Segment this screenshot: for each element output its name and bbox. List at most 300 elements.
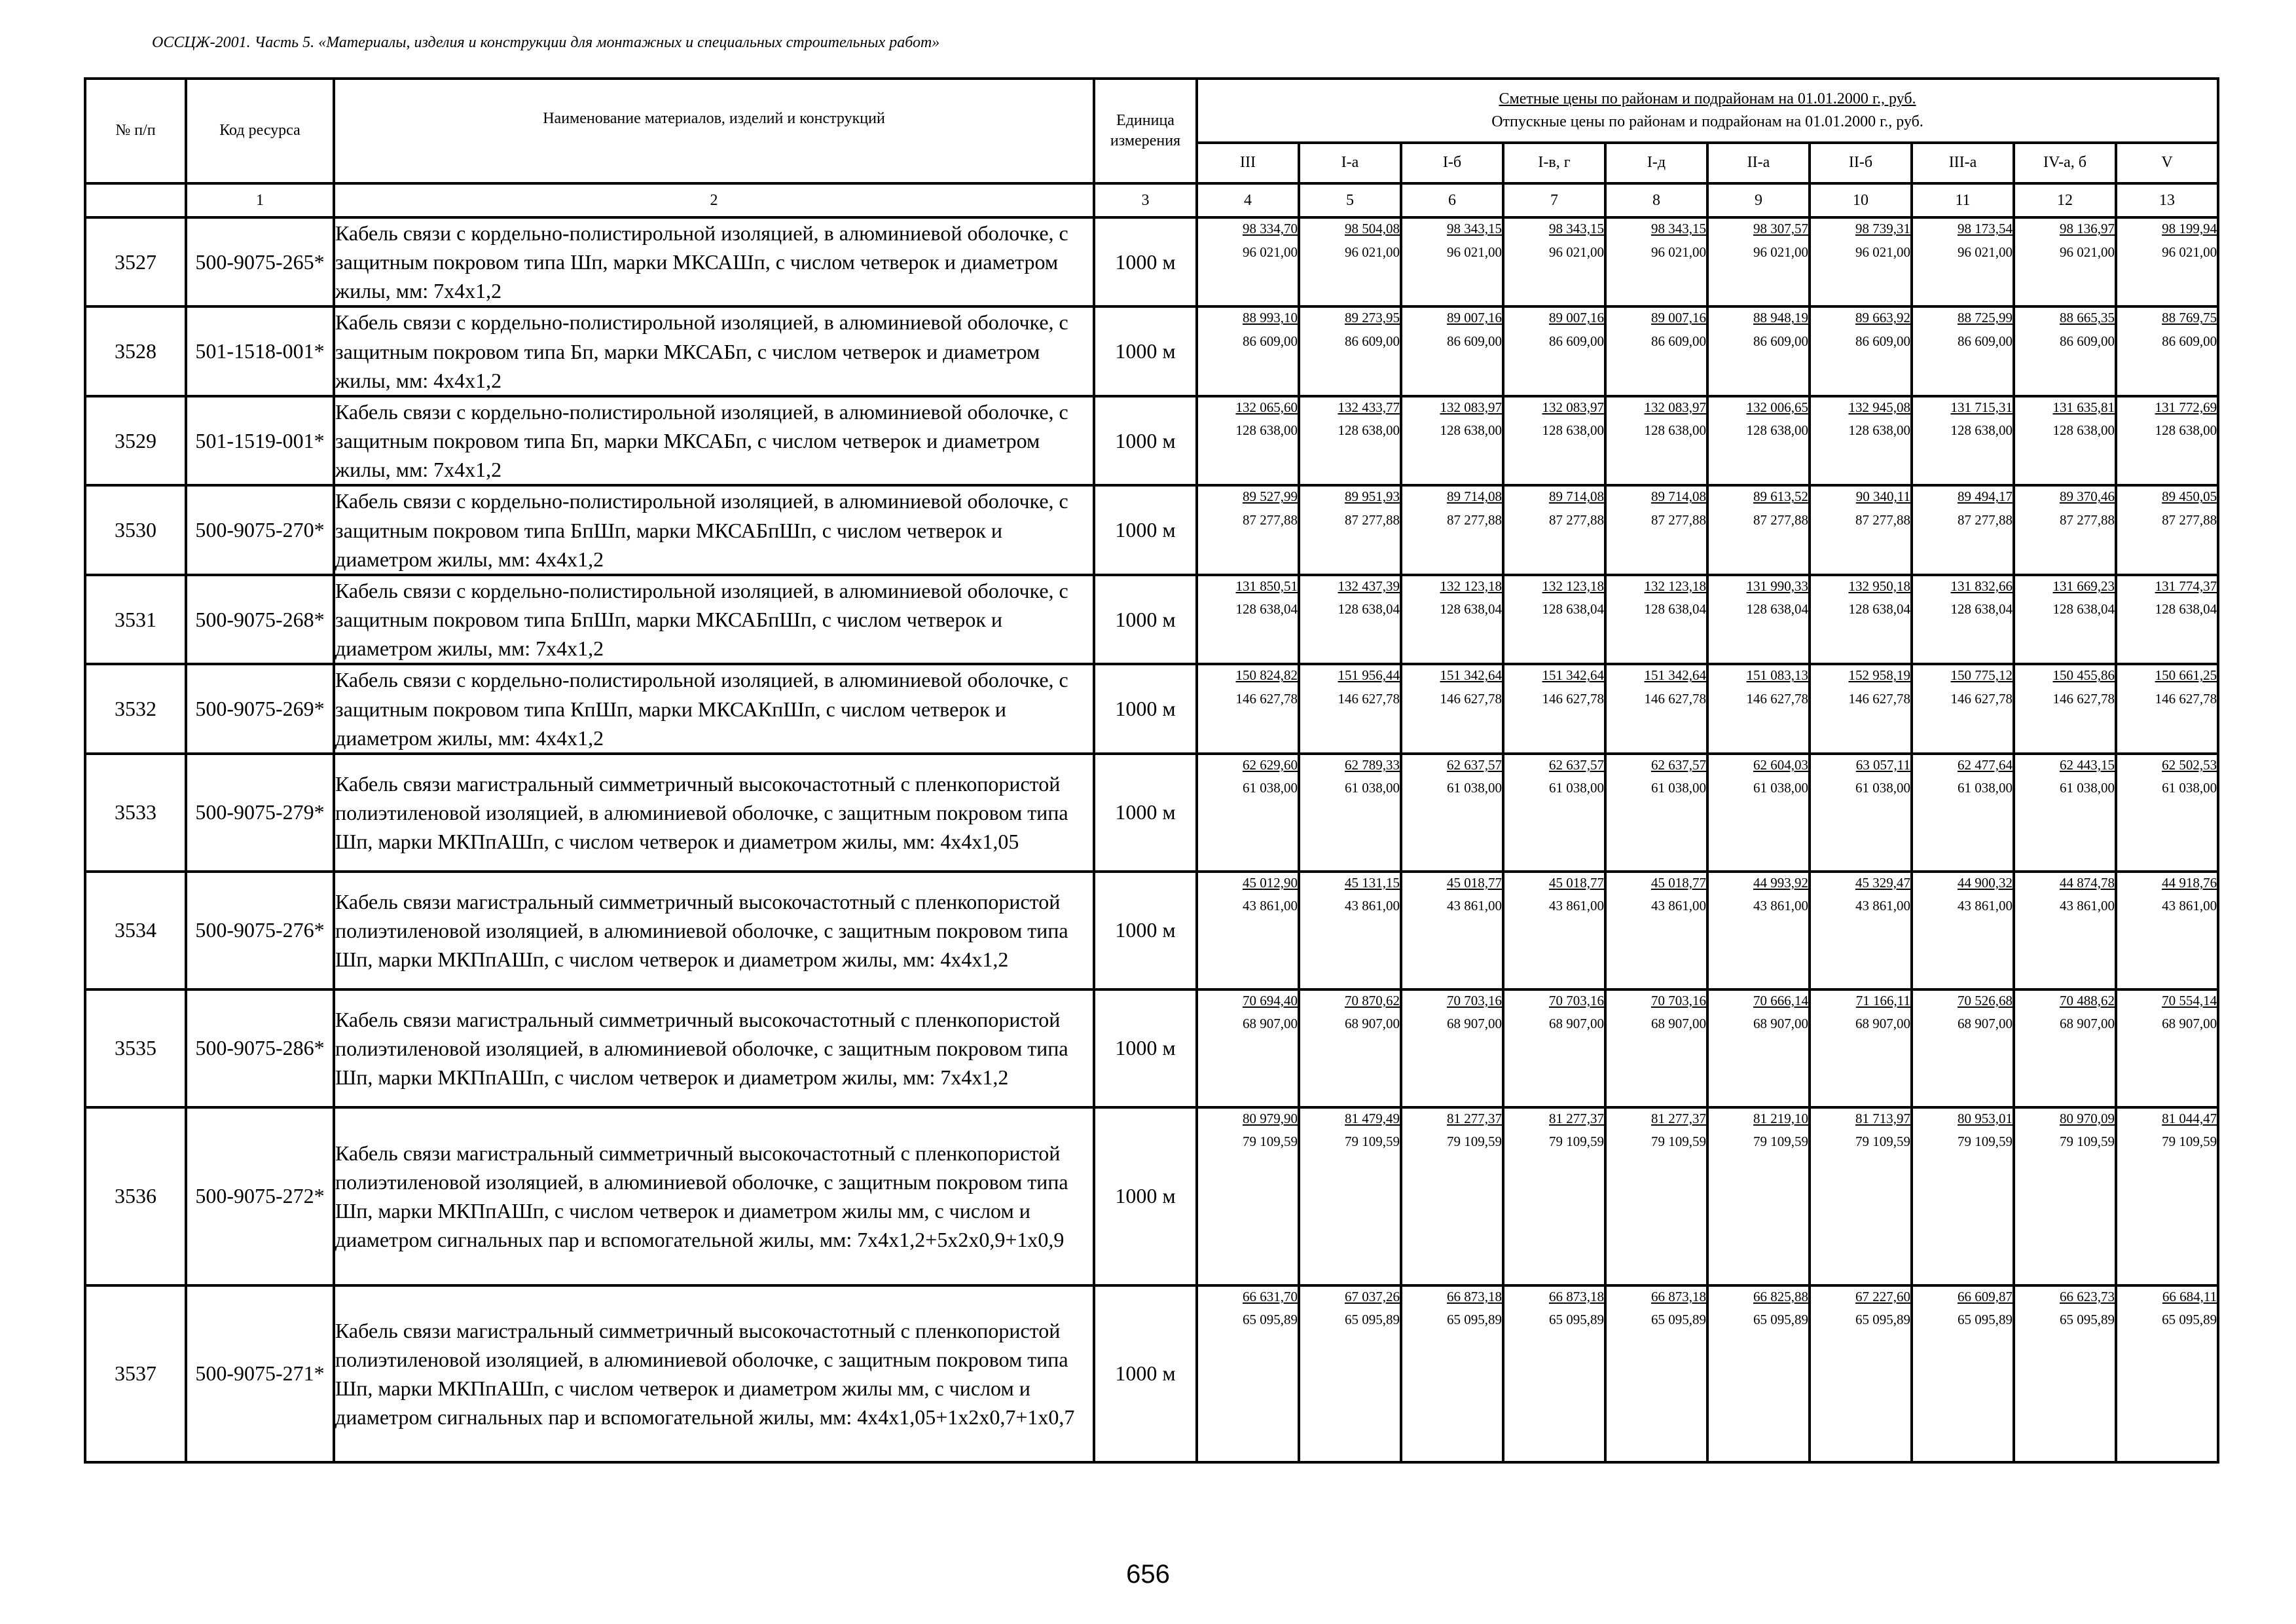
price-cell (1299, 664, 1401, 753)
estimate-price: 66 873,18 (1651, 1288, 1706, 1304)
release-price: 86 609,00 (1549, 333, 1604, 349)
price-cell (1605, 872, 1707, 989)
release-price: 128 638,04 (1746, 601, 1808, 618)
price-cell (2014, 575, 2116, 664)
table-row (85, 754, 2218, 872)
release-price: 128 638,04 (1950, 601, 2013, 618)
release-price: 65 095,89 (1855, 1312, 1910, 1328)
release-price: 65 095,89 (2060, 1312, 2115, 1328)
estimate-price: 98 136,97 (2060, 221, 2115, 236)
estimate-price: 98 334,70 (1243, 221, 1298, 236)
estimate-price: 44 993,92 (1753, 874, 1808, 891)
release-price: 79 109,59 (1651, 1134, 1706, 1150)
price-cell (1197, 754, 1299, 872)
estimate-price: 151 083,13 (1746, 667, 1808, 684)
price-cell (2014, 1285, 2116, 1462)
price-cell (2014, 872, 2116, 989)
resource-code: 500-9075-268* (186, 575, 334, 664)
estimate-price: 89 370,46 (2060, 489, 2115, 505)
price-cell (2116, 306, 2218, 396)
release-price: 87 277,88 (1345, 511, 1400, 528)
price-cell (1401, 989, 1503, 1107)
row-number: 3535 (85, 989, 186, 1107)
release-price: 128 638,04 (2155, 601, 2217, 618)
running-header: ОССЦЖ-2001. Часть 5. «Материалы, изделия и конструкции для монтажных и специальных строительных работ» (152, 34, 940, 51)
material-name: Кабель связи магистральный симметричный высокочастотный с пленкопористой полиэтиленовой изоляцией, в алюминиевой оболочке, с защитным покровом типа Шп, марки МКПпАШп, с числом четверок и диаметром жилы, мм: 4х4х1,05 (334, 754, 1094, 872)
release-price: 96 021,00 (1958, 244, 2013, 260)
price-cell (1197, 872, 1299, 989)
release-price: 43 861,00 (1243, 898, 1298, 914)
price-cell (1810, 396, 1912, 485)
header-prices-release: Отпускные цены по районам и подрайонам на 01.01.2000 г., руб. (1491, 113, 1923, 130)
release-price: 87 277,88 (2162, 511, 2217, 528)
column-number: 7 (1503, 183, 1605, 217)
release-price: 65 095,89 (1651, 1312, 1706, 1328)
price-cell (1401, 306, 1503, 396)
price-cell (1299, 396, 1401, 485)
estimate-price: 98 173,54 (1958, 221, 2013, 236)
release-price: 87 277,88 (1855, 511, 1910, 528)
release-price: 68 907,00 (2060, 1016, 2115, 1032)
price-cell (1810, 989, 1912, 1107)
estimate-price: 81 044,47 (2162, 1110, 2217, 1126)
release-price: 128 638,00 (1542, 422, 1604, 439)
release-price: 68 907,00 (1549, 1016, 1604, 1032)
release-price: 68 907,00 (1345, 1016, 1400, 1032)
estimate-price: 70 870,62 (1345, 992, 1400, 1008)
estimate-price: 132 123,18 (1644, 578, 1706, 594)
release-price: 146 627,78 (2155, 690, 2217, 707)
release-price: 43 861,00 (1855, 898, 1910, 914)
price-cell (1401, 754, 1503, 872)
estimate-price: 66 631,70 (1243, 1288, 1298, 1304)
column-number: 5 (1299, 183, 1401, 217)
price-cell (2116, 217, 2218, 306)
release-price: 79 109,59 (1958, 1134, 2013, 1150)
unit-of-measure: 1000 м (1094, 217, 1197, 306)
estimate-price: 98 307,57 (1753, 221, 1808, 236)
release-price: 86 609,00 (1651, 333, 1706, 349)
estimate-price: 70 526,68 (1958, 992, 2013, 1008)
estimate-price: 66 825,88 (1753, 1288, 1808, 1304)
estimate-price: 44 900,32 (1958, 874, 2013, 891)
estimate-price: 131 715,31 (1950, 399, 2013, 415)
release-price: 86 609,00 (1243, 333, 1298, 349)
release-price: 79 109,59 (1549, 1134, 1604, 1150)
price-cell (1605, 485, 1707, 574)
estimate-price: 66 609,87 (1958, 1288, 2013, 1304)
estimate-price: 81 277,37 (1549, 1110, 1604, 1126)
release-price: 61 038,00 (1345, 780, 1400, 796)
unit-of-measure: 1000 м (1094, 664, 1197, 753)
release-price: 65 095,89 (1549, 1312, 1604, 1328)
release-price: 79 109,59 (2060, 1134, 2115, 1150)
release-price: 87 277,88 (1753, 511, 1808, 528)
price-cell (1299, 989, 1401, 1107)
column-number: 1 (186, 183, 334, 217)
price-cell (2116, 1285, 2218, 1462)
release-price: 128 638,00 (1440, 422, 1502, 439)
price-cell (1707, 485, 1810, 574)
column-number (85, 183, 186, 217)
price-cell (1912, 754, 2014, 872)
estimate-price: 151 342,64 (1440, 667, 1502, 684)
price-cell (1605, 1107, 1707, 1285)
release-price: 68 907,00 (1447, 1016, 1502, 1032)
estimate-price: 131 832,66 (1950, 578, 2013, 594)
material-name: Кабель связи магистральный симметричный высокочастотный с пленкопористой полиэтиленовой изоляцией, в алюминиевой оболочке, с защитным покровом типа Шп, марки МКПпАШп, с числом четверок и диаметром жилы мм, с числом и диаметром сигнальных пар и вспомогательной жилы, мм: 7х4х1,2+5х2х0,9+1х0,9 (334, 1107, 1094, 1285)
release-price: 43 861,00 (2162, 898, 2217, 914)
price-cell (1401, 485, 1503, 574)
unit-of-measure: 1000 м (1094, 1107, 1197, 1285)
estimate-price: 98 343,15 (1651, 221, 1706, 236)
table-row (85, 575, 2218, 664)
release-price: 61 038,00 (2162, 780, 2217, 796)
row-number: 3531 (85, 575, 186, 664)
price-cell (1197, 485, 1299, 574)
price-cell (2014, 754, 2116, 872)
release-price: 86 609,00 (1447, 333, 1502, 349)
price-cell (1810, 664, 1912, 753)
price-cell (2116, 575, 2218, 664)
price-cell (1503, 872, 1605, 989)
release-price: 96 021,00 (2060, 244, 2115, 260)
estimate-price: 88 769,75 (2162, 310, 2217, 326)
price-cell (1197, 306, 1299, 396)
estimate-price: 89 714,08 (1651, 489, 1706, 505)
price-cell (1299, 1107, 1401, 1285)
price-cell (1707, 989, 1810, 1107)
price-cell (1503, 575, 1605, 664)
price-cell (1605, 989, 1707, 1107)
column-number: 9 (1707, 183, 1810, 217)
release-price: 61 038,00 (1651, 780, 1706, 796)
estimate-price: 132 006,65 (1746, 399, 1808, 415)
estimate-price: 131 850,51 (1235, 578, 1298, 594)
header-name: Наименование материалов, изделий и конструкций (334, 79, 1094, 183)
price-cell (1810, 872, 1912, 989)
release-price: 146 627,78 (1542, 690, 1604, 707)
price-cell (1912, 217, 2014, 306)
row-number: 3533 (85, 754, 186, 872)
price-cell (1707, 1285, 1810, 1462)
table-row (85, 872, 2218, 989)
release-price: 68 907,00 (1243, 1016, 1298, 1032)
unit-of-measure: 1000 м (1094, 1285, 1197, 1462)
estimate-price: 80 970,09 (2060, 1110, 2115, 1126)
estimate-price: 151 956,44 (1338, 667, 1400, 684)
unit-of-measure: 1000 м (1094, 754, 1197, 872)
estimate-price: 88 993,10 (1243, 310, 1298, 326)
release-price: 128 638,00 (1746, 422, 1808, 439)
estimate-price: 132 123,18 (1440, 578, 1502, 594)
price-cell (1605, 217, 1707, 306)
row-number: 3532 (85, 664, 186, 753)
column-number: 6 (1401, 183, 1503, 217)
price-cell (1299, 754, 1401, 872)
release-price: 87 277,88 (1651, 511, 1706, 528)
material-name: Кабель связи магистральный симметричный высокочастотный с пленкопористой полиэтиленовой изоляцией, в алюминиевой оболочке, с защитным покровом типа Шп, марки МКПпАШп, с числом четверок и диаметром жилы, мм: 7х4х1,2 (334, 989, 1094, 1107)
estimate-price: 151 342,64 (1542, 667, 1604, 684)
estimate-price: 70 554,14 (2162, 992, 2217, 1008)
estimate-price: 67 037,26 (1345, 1288, 1400, 1304)
price-cell (2014, 989, 2116, 1107)
estimate-price: 89 714,08 (1549, 489, 1604, 505)
release-price: 128 638,00 (1338, 422, 1400, 439)
estimate-price: 132 083,97 (1644, 399, 1706, 415)
release-price: 79 109,59 (1243, 1134, 1298, 1150)
price-cell (2014, 1107, 2116, 1285)
release-price: 128 638,04 (1644, 601, 1706, 618)
unit-of-measure: 1000 м (1094, 872, 1197, 989)
region-header: I-б (1401, 143, 1503, 183)
material-name: Кабель связи с кордельно-полистирольной изоляцией, в алюминиевой оболочке, с защитным покровом типа Бп, марки МКСАБп, с числом четверок и диаметром жилы, мм: 4х4х1,2 (334, 306, 1094, 396)
estimate-price: 131 990,33 (1746, 578, 1808, 594)
release-price: 86 609,00 (1345, 333, 1400, 349)
table-row (85, 1285, 2218, 1462)
price-cell (1707, 664, 1810, 753)
release-price: 65 095,89 (1753, 1312, 1808, 1328)
estimate-price: 80 979,90 (1243, 1110, 1298, 1126)
release-price: 65 095,89 (2162, 1312, 2217, 1328)
release-price: 68 907,00 (1855, 1016, 1910, 1032)
row-number: 3530 (85, 485, 186, 574)
release-price: 79 109,59 (1753, 1134, 1808, 1150)
price-cell (1810, 217, 1912, 306)
region-header: IV-а, б (2014, 143, 2116, 183)
region-header: III-а (1912, 143, 2014, 183)
estimate-price: 80 953,01 (1958, 1110, 2013, 1126)
price-cell (1299, 1285, 1401, 1462)
price-cell (1299, 872, 1401, 989)
release-price: 61 038,00 (1549, 780, 1604, 796)
estimate-price: 67 227,60 (1855, 1288, 1910, 1304)
column-number: 4 (1197, 183, 1299, 217)
estimate-price: 98 343,15 (1447, 221, 1502, 236)
estimate-price: 150 455,86 (2052, 667, 2115, 684)
price-cell (1912, 485, 2014, 574)
region-header: I-д (1605, 143, 1707, 183)
estimate-price: 70 488,62 (2060, 992, 2115, 1008)
release-price: 128 638,00 (1950, 422, 2013, 439)
region-header: I-в, г (1503, 143, 1605, 183)
release-price: 43 861,00 (1345, 898, 1400, 914)
unit-of-measure: 1000 м (1094, 306, 1197, 396)
table-row (85, 217, 2218, 306)
release-price: 79 109,59 (1447, 1134, 1502, 1150)
release-price: 96 021,00 (1855, 244, 1910, 260)
column-number: 10 (1810, 183, 1912, 217)
price-cell (1401, 396, 1503, 485)
estimate-price: 70 694,40 (1243, 992, 1298, 1008)
price-cell (1810, 754, 1912, 872)
estimate-price: 89 007,16 (1651, 310, 1706, 326)
price-cell (2116, 1107, 2218, 1285)
estimate-price: 70 703,16 (1651, 992, 1706, 1008)
price-cell (1503, 664, 1605, 753)
region-header: I-а (1299, 143, 1401, 183)
estimate-price: 44 874,78 (2060, 874, 2115, 891)
price-cell (1503, 1107, 1605, 1285)
estimate-price: 45 018,77 (1651, 874, 1706, 891)
estimate-price: 132 950,18 (1848, 578, 1910, 594)
price-cell (1299, 306, 1401, 396)
row-number: 3537 (85, 1285, 186, 1462)
estimate-price: 62 502,53 (2162, 756, 2217, 773)
price-cell (1605, 664, 1707, 753)
estimate-price: 89 007,16 (1549, 310, 1604, 326)
release-price: 87 277,88 (1447, 511, 1502, 528)
price-cell (2014, 485, 2116, 574)
material-name: Кабель связи магистральный симметричный высокочастотный с пленкопористой полиэтиленовой изоляцией, в алюминиевой оболочке, с защитным покровом типа Шп, марки МКПпАШп, с числом четверок и диаметром жилы, мм: 4х4х1,2 (334, 872, 1094, 989)
price-cell (2014, 217, 2116, 306)
price-cell (2116, 754, 2218, 872)
price-cell (1707, 396, 1810, 485)
table-row (85, 306, 2218, 396)
row-number: 3529 (85, 396, 186, 485)
release-price: 86 609,00 (1855, 333, 1910, 349)
release-price: 61 038,00 (1855, 780, 1910, 796)
column-number-row (85, 183, 2218, 217)
material-name: Кабель связи с кордельно-полистирольной изоляцией, в алюминиевой оболочке, с защитным покровом типа БпШп, марки МКСАБпШп, с числом четверок и диаметром жилы, мм: 7х4х1,2 (334, 575, 1094, 664)
estimate-price: 89 527,99 (1243, 489, 1298, 505)
material-name: Кабель связи с кордельно-полистирольной изоляцией, в алюминиевой оболочке, с защитным покровом типа КпШп, марки МКСАКпШп, с числом четверок и диаметром жилы, мм: 4х4х1,2 (334, 664, 1094, 753)
price-cell (1401, 872, 1503, 989)
price-cell (2014, 306, 2116, 396)
unit-of-measure: 1000 м (1094, 485, 1197, 574)
estimate-price: 62 629,60 (1243, 756, 1298, 773)
column-number: 2 (334, 183, 1094, 217)
resource-code: 500-9075-265* (186, 217, 334, 306)
price-cell (1197, 396, 1299, 485)
estimate-price: 131 774,37 (2155, 578, 2217, 594)
release-price: 128 638,04 (1542, 601, 1604, 618)
price-cell (1605, 1285, 1707, 1462)
header-row-no: № п/п (85, 79, 186, 183)
release-price: 43 861,00 (1958, 898, 2013, 914)
column-number: 11 (1912, 183, 2014, 217)
estimate-price: 89 450,05 (2162, 489, 2217, 505)
release-price: 86 609,00 (1958, 333, 2013, 349)
estimate-price: 131 772,69 (2155, 399, 2217, 415)
estimate-price: 150 661,25 (2155, 667, 2217, 684)
estimate-price: 70 703,16 (1549, 992, 1604, 1008)
release-price: 68 907,00 (2162, 1016, 2217, 1032)
estimate-price: 89 613,52 (1753, 489, 1808, 505)
release-price: 96 021,00 (1651, 244, 1706, 260)
release-price: 128 638,04 (1235, 601, 1298, 618)
release-price: 96 021,00 (1753, 244, 1808, 260)
release-price: 146 627,78 (1644, 690, 1706, 707)
region-header: II-а (1707, 143, 1810, 183)
price-cell (2116, 872, 2218, 989)
price-cell (1197, 217, 1299, 306)
release-price: 96 021,00 (1345, 244, 1400, 260)
region-header: II-б (1810, 143, 1912, 183)
estimate-price: 132 437,39 (1338, 578, 1400, 594)
price-cell (1401, 664, 1503, 753)
price-cell (1912, 306, 2014, 396)
header-prices (1197, 79, 2218, 143)
price-cell (2014, 664, 2116, 753)
estimate-price: 62 637,57 (1447, 756, 1502, 773)
estimate-price: 62 443,15 (2060, 756, 2115, 773)
release-price: 86 609,00 (1753, 333, 1808, 349)
price-cell (1401, 1107, 1503, 1285)
price-cell (1197, 664, 1299, 753)
region-header: III (1197, 143, 1299, 183)
price-cell (1299, 485, 1401, 574)
table-row (85, 1107, 2218, 1285)
estimate-price: 90 340,11 (1855, 489, 1910, 505)
release-price: 65 095,89 (1345, 1312, 1400, 1328)
release-price: 146 627,78 (2052, 690, 2115, 707)
price-cell (1707, 217, 1810, 306)
estimate-price: 45 131,15 (1345, 874, 1400, 891)
estimate-price: 88 665,35 (2060, 310, 2115, 326)
estimate-price: 81 479,49 (1345, 1110, 1400, 1126)
price-cell (1707, 754, 1810, 872)
release-price: 146 627,78 (1950, 690, 2013, 707)
release-price: 86 609,00 (2162, 333, 2217, 349)
estimate-price: 132 123,18 (1542, 578, 1604, 594)
price-cell (1503, 754, 1605, 872)
estimate-price: 45 018,77 (1549, 874, 1604, 891)
release-price: 79 109,59 (1345, 1134, 1400, 1150)
price-cell (1401, 217, 1503, 306)
price-cell (1707, 872, 1810, 989)
unit-of-measure: 1000 м (1094, 396, 1197, 485)
estimate-price: 81 713,97 (1855, 1110, 1910, 1126)
price-cell (1912, 664, 2014, 753)
estimate-price: 151 342,64 (1644, 667, 1706, 684)
estimate-price: 98 739,31 (1855, 221, 1910, 236)
resource-code: 500-9075-286* (186, 989, 334, 1107)
price-cell (1912, 575, 2014, 664)
estimate-price: 89 714,08 (1447, 489, 1502, 505)
estimate-price: 150 775,12 (1950, 667, 2013, 684)
row-number: 3527 (85, 217, 186, 306)
price-cell (1810, 485, 1912, 574)
table-row (85, 664, 2218, 753)
material-name: Кабель связи с кордельно-полистирольной изоляцией, в алюминиевой оболочке, с защитным покровом типа БпШп, марки МКСАБпШп, с числом четверок и диаметром жилы, мм: 4х4х1,2 (334, 485, 1094, 574)
price-cell (1810, 1285, 1912, 1462)
estimate-price: 62 637,57 (1651, 756, 1706, 773)
estimate-price: 66 623,73 (2060, 1288, 2115, 1304)
resource-code: 500-9075-276* (186, 872, 334, 989)
estimate-price: 98 199,94 (2162, 221, 2217, 236)
release-price: 43 861,00 (1447, 898, 1502, 914)
price-cell (2116, 485, 2218, 574)
table-row (85, 396, 2218, 485)
column-number: 8 (1605, 183, 1707, 217)
release-price: 146 627,78 (1235, 690, 1298, 707)
release-price: 128 638,00 (2052, 422, 2115, 439)
release-price: 68 907,00 (1753, 1016, 1808, 1032)
price-table (84, 77, 2219, 1464)
page-number: 656 (1126, 1560, 1170, 1589)
column-number: 12 (2014, 183, 2116, 217)
price-cell (1605, 575, 1707, 664)
material-name: Кабель связи с кордельно-полистирольной изоляцией, в алюминиевой оболочке, с защитным покровом типа Бп, марки МКСАБп, с числом четверок и диаметром жилы, мм: 7х4х1,2 (334, 396, 1094, 485)
release-price: 86 609,00 (2060, 333, 2115, 349)
row-number: 3536 (85, 1107, 186, 1285)
estimate-price: 98 343,15 (1549, 221, 1604, 236)
estimate-price: 45 012,90 (1243, 874, 1298, 891)
release-price: 61 038,00 (1447, 780, 1502, 796)
estimate-price: 66 873,18 (1447, 1288, 1502, 1304)
estimate-price: 89 951,93 (1345, 489, 1400, 505)
